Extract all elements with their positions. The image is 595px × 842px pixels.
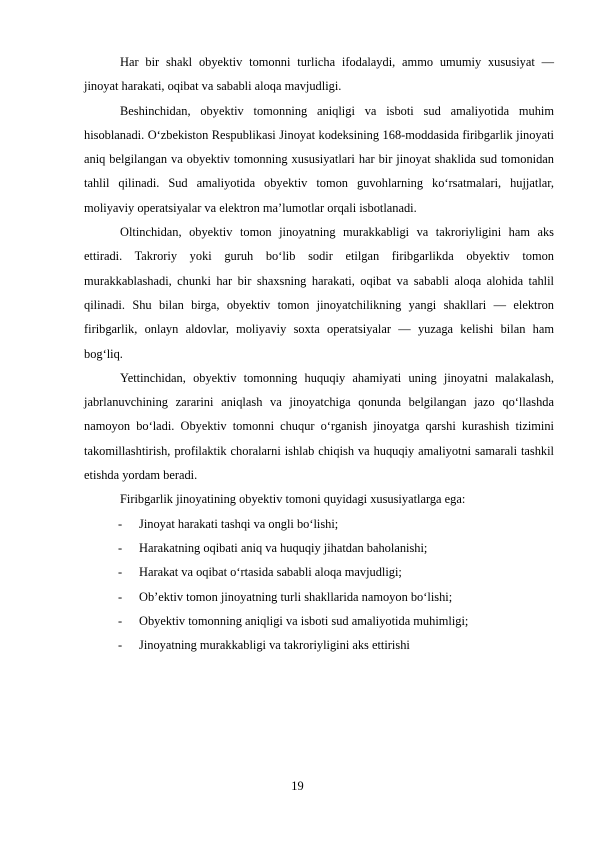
list-item-text: Jinoyat harakati tashqi va ongli bo‘lishi; [139,516,339,531]
list-item [84,633,554,657]
list-item [84,585,554,609]
paragraph-1: Har bir shakl obyektiv tomonni turlicha ifodalaydi, ammo umumiy xususiyat — jinoyat harakati, oqibat va sababli aloqa mavjudligi. [84,55,554,94]
list-item [84,536,554,560]
page-number: 19 [291,779,304,793]
paragraph-3: Oltinchidan, obyektiv tomon jinoyatning murakkabligi va takroriyligini ham aks ettiradi. Takroriy yoki guruh bo‘lib sodir etilgan firibgarlikda obyektiv tomon murakkablashadi, chunki har bir shaxsning harakati, oqibat va sababli aloqa alohida tahlil qilinadi. Shu bilan birga, obyektiv tomon jinoyatchilikning yangi shakllari — elektron firibgarlik, onlayn aldovlar, moliyaviy soxta operatsiyalar — yuzaga kelishi bilan ham bog‘liq. [84,225,554,361]
paragraph-2: Beshinchidan, obyektiv tomonning aniqligi va isboti sud amaliyotida muhim hisoblanadi. O‘zbekiston Respublikasi Jinoyat kodeksining 168-moddasida firibgarlik jinoyati aniq belgilangan va obyektiv tomonning xususiyatlari har bir jinoyat shaklida sud tomonidan tahlil qilinadi. Sud amaliyotida obyektiv tomon guvohlarning ko‘rsatmalari, hujjatlar, moliyaviy operatsiyalar va elektron ma’lumotlar orqali isbotlanadi. [84,103,554,215]
list-marker: - [118,613,123,628]
list-item [84,512,554,536]
list-item [84,560,554,584]
paragraph-4: Yettinchidan, obyektiv tomonning huquqiy ahamiyati uning jinoyatni malakalash, jabrlanuvchining zararini aniqlash va jinoyatchiga qonunda belgilangan jazo qo‘llashda namoyon bo‘ladi. Obyektiv tomonni chuqur o‘rganish jinoyatga qarshi kurashish tizimini takomillashtirish, profilaktik choralarni ishlab chiqish va huquqiy amaliyotni samarali tashkil etishda yordam beradi. [84,370,554,483]
list-marker: - [118,540,123,555]
bullet-list [84,512,554,658]
list-item-text: Ob’ektiv tomon jinoyatning turli shakllarida namoyon bo‘lishi; [139,589,453,604]
list-item-text: Obyektiv tomonning aniqligi va isboti sud amaliyotida muhimligi; [139,613,469,628]
list-marker: - [118,638,123,653]
document-body [84,50,554,657]
list-item [84,609,554,633]
list-marker: - [118,589,123,604]
list-marker: - [118,565,123,580]
list-item-text: Harakat va oqibat o‘rtasida sababli aloqa mavjudligi; [139,565,402,580]
list-item-text: Harakatning oqibati aniq va huquqiy jihatdan baholanishi; [139,540,428,555]
list-item-text: Jinoyatning murakkabligi va takroriyligini aks ettirishi [139,638,410,653]
list-marker: - [118,516,123,531]
paragraph-5: Firibgarlik jinoyatining obyektiv tomoni quyidagi xususiyatlarga ega: [120,492,466,507]
